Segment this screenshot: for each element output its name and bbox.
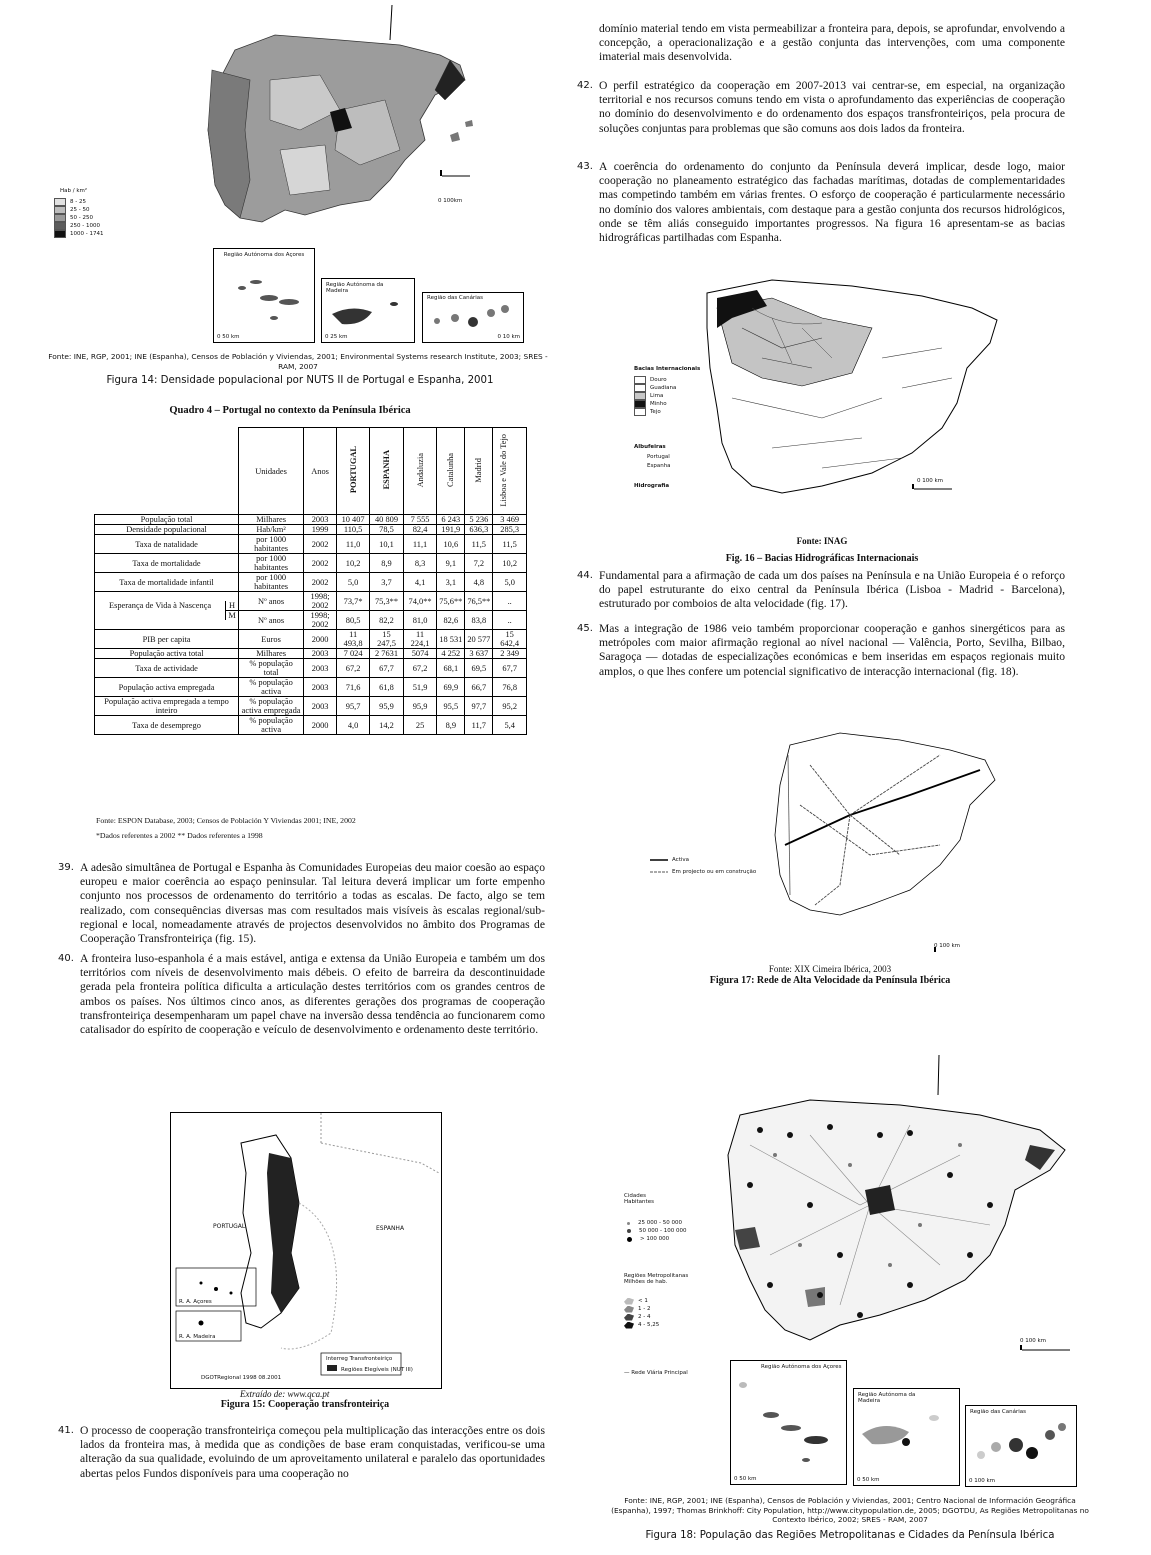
table-cell: 4 252 — [437, 649, 465, 659]
table-cell: Densidade populacional — [95, 525, 239, 535]
table-cell: 95,9 — [403, 697, 436, 716]
legend-swatch — [54, 214, 66, 222]
metro-scale: 0 100 km — [1020, 1338, 1047, 1344]
header-cell: Unidades — [239, 428, 304, 515]
legend-item — [54, 222, 103, 230]
legend-title: Hab / km² — [60, 188, 88, 194]
legend-label: 50 000 - 100 000 — [639, 1228, 687, 1234]
table-cell: % população activa — [239, 716, 304, 735]
table-cell: por 1000 habitantes — [239, 554, 304, 573]
figure-18-source: Fonte: INE, RGP, 2001; INE (Espanha), Censos de Población y Viviendas, 2001; Centro Nacional de Información Geográfica (Espanha), 1997; Thomas Brinkhoff: City Population, http://www.citypopulation.de, 2005; DGOTDU, As Regiões Metropolitanas no Contexto Ibérico, 2002; SRES - RAM, 2007 — [611, 1496, 1089, 1524]
paragraph-44 — [577, 569, 1065, 612]
inset-acores-label: Região Autónoma dos Açores — [761, 1364, 842, 1370]
inset-madeira — [321, 278, 415, 343]
legend-item — [54, 198, 103, 206]
table-cell: 2 7631 — [370, 649, 404, 659]
legend-item — [634, 384, 676, 392]
inset-madeira — [853, 1388, 960, 1486]
albufeiras-portugal: Portugal — [647, 454, 670, 460]
paragraph-39 — [58, 861, 545, 946]
table-cell: 6 243 — [437, 515, 465, 525]
figure-14-source: Fonte: INE, RGP, 2001; INE (Espanha), Censos de Población y Viviendas, 2001; Environmental Systems research Institute, 2003; SRES - RAM, 2007 — [48, 352, 548, 371]
quadro-4-title: Quadro 4 – Portugal no contexto da Península Ibérica — [169, 405, 411, 416]
table-row — [95, 659, 527, 678]
legend-swatch — [627, 1229, 631, 1233]
legend-item: Regiões Elegíveis (NUT III) — [341, 1367, 413, 1373]
table-cell: 40 809 — [370, 515, 404, 525]
legend-item — [634, 392, 676, 400]
legend-label: 25 - 50 — [70, 207, 90, 213]
paragraph-number: 39. — [58, 862, 74, 873]
map-scale: 0 100km — [438, 198, 463, 204]
legend-swatch — [634, 376, 646, 384]
table-cell: 11,1 — [403, 535, 436, 554]
figure-17 — [640, 725, 1020, 965]
table-cell: por 1000 habitantes — [239, 573, 304, 592]
table-cell: 4,0 — [337, 716, 370, 735]
table-cell: 67,2 — [403, 659, 436, 678]
table-cell: Milhares — [239, 515, 304, 525]
legend-item — [54, 230, 103, 238]
table-cell: 95,9 — [370, 697, 404, 716]
sex-m: M — [228, 611, 236, 620]
metro-legend — [624, 1297, 659, 1329]
legend-swatch — [54, 222, 66, 230]
header-lisboa: Lisboa e Vale do Tejo — [498, 433, 508, 507]
table-cell: 10,6 — [437, 535, 465, 554]
inset-acores-scale: 0 50 km — [217, 334, 240, 340]
paragraph-text: domínio material tendo em vista permeabilizar a fronteira para, depois, se aprofundar, envolvendo a concepção, a operacionalização e a gestão conjunta das intervenções, com uma componente imaterial mais desenvolvida. — [599, 22, 1065, 64]
legend-swatch — [634, 400, 646, 408]
table-cell: Taxa de natalidade — [95, 535, 239, 554]
table-cell: .. — [493, 592, 527, 611]
inset-madeira-label: Região Autónoma da Madeira — [326, 282, 384, 294]
table-cell: 5,4 — [493, 716, 527, 735]
table-cell: 68,1 — [437, 659, 465, 678]
sex-h: H — [226, 601, 238, 611]
table-cell: 2002 — [304, 554, 337, 573]
legend-label: Minho — [650, 401, 667, 407]
table-row — [95, 592, 527, 611]
madeira-island — [854, 1404, 959, 1464]
table-cell: 51,9 — [403, 678, 436, 697]
inset-acores — [213, 248, 315, 343]
table-cell: 8,3 — [403, 554, 436, 573]
header-cell — [437, 428, 465, 515]
legend-swatch — [634, 408, 646, 416]
legend-item — [624, 1235, 686, 1243]
table-cell: 7 555 — [403, 515, 436, 525]
figure-16 — [622, 268, 1022, 546]
table-cell: .. — [493, 611, 527, 630]
table-cell: 10,2 — [493, 554, 527, 573]
legend-swatch — [54, 206, 66, 214]
table-cell — [95, 592, 239, 630]
table-cell: 1999 — [304, 525, 337, 535]
table-cell: % população activa empregada — [239, 697, 304, 716]
table-cell: 83,8 — [465, 611, 493, 630]
paragraph-text: A adesão simultânea de Portugal e Espanha às Comunidades Europeias deu maior coesão ao espaço europeu e maior coerência ao espaço peninsular. Tal leitura deverá implicar um forte empenho conjunto nos processos de ordenamento do território a todas as escalas. De facto, algo se tem realizado, com consequências diversas mas com resultados mais visíveis às escalas regional/sub-regional e local, nomeadamente através de projectos desenvolvidos no âmbito dos Programas de Cooperação Transfronteiriça (fig. 15). — [80, 861, 545, 946]
table-cell: Milhares — [239, 649, 304, 659]
header-andaluzia: Andaluzia — [415, 452, 425, 488]
table-cell: População activa empregada a tempo inteiro — [95, 697, 239, 716]
table-cell: % população activa — [239, 678, 304, 697]
table-cell: 636,3 — [465, 525, 493, 535]
label-madeira: R. A. Madeira — [179, 1334, 216, 1340]
table-cell: 14,2 — [370, 716, 404, 735]
table-cell: 4,1 — [403, 573, 436, 592]
table-cell: 110,5 — [337, 525, 370, 535]
paragraph-text: A fronteira luso-espanhola é a mais estável, antiga e extensa da União Europeia e também um dos territórios com níveis de desenvolvimento mais débeis. O efeito de barreira da descontinuidade gerada pela fronteira política dificulta a articulação destes territórios com os grandes centros de ambos os países. Nos últimos cinco anos, as diferentes gerações dos programas de cooperação transfronteiriça desempenharam um papel chave na inversão dessa tendência ao funcionarem como catalisador do espírito de cooperação e veículo de desenvolvimento e ordenamento deste território. — [80, 952, 545, 1037]
table-cell: 82,6 — [437, 611, 465, 630]
legend-swatch — [627, 1222, 630, 1225]
inset-madeira-scale: 0 25 km — [325, 334, 348, 340]
density-map — [40, 0, 560, 250]
table-cell: por 1000 habitantes — [239, 535, 304, 554]
legend-label: 4 - 5,25 — [638, 1322, 660, 1328]
table-cell: 2003 — [304, 678, 337, 697]
albufeiras-espanha: Espanha — [647, 463, 671, 469]
map-stamp: DGOTRegional 1998 08.2001 — [201, 1375, 282, 1381]
table-cell: 18 531 — [437, 630, 465, 649]
table-cell: 10 407 — [337, 515, 370, 525]
table-cell: 2003 — [304, 649, 337, 659]
high-speed-rail-map — [640, 725, 1020, 955]
legend-label: Tejo — [650, 409, 661, 415]
header-madrid: Madrid — [474, 457, 484, 483]
paragraph-text: Fundamental para a afirmação de cada um dos países na Península e na União Europeia é o reforço do papel estruturante do eixo central da Península Ibérica (Lisboa - Madrid - Barcelona), estruturado por comboios de alta velocidade (fig. 17). — [599, 569, 1065, 611]
legend-swatch — [624, 1306, 634, 1313]
inset-canarias — [965, 1405, 1077, 1487]
figure-18-caption: Figura 18: População das Regiões Metropolitanas e Cidades da Península Ibérica — [645, 1530, 1055, 1541]
table-body-2 — [95, 630, 527, 735]
inset-canarias-label: Região das Canárias — [427, 295, 484, 301]
figure-16-source: Fonte: INAG — [796, 536, 848, 546]
legend-item — [624, 1297, 659, 1305]
figure-17-source: Fonte: XIX Cimeira Ibérica, 2003 — [768, 964, 892, 974]
table-cell: 4,8 — [465, 573, 493, 592]
legend-item — [624, 1313, 659, 1321]
figure-15-extracted: Extraído de: www.qca.pt — [240, 1389, 330, 1399]
header-cell — [493, 428, 527, 515]
table-cell: 69,9 — [437, 678, 465, 697]
acores-islands — [214, 258, 314, 328]
inset-canarias-scale: 0 10 km — [497, 334, 520, 340]
table-row — [95, 573, 527, 592]
label-portugal: PORTUGAL — [213, 1223, 246, 1230]
paragraph-text: Mas a integração de 1986 veio também proporcionar cooperação e ganhos sinergéticos para as metrópoles com maior afirmação regional ao nível nacional — Valência, Porto, Sevilha, Bilbao, Saragoça — dotadas de especializações económicas e bem inseridas em espaços regionais muito amplos, o que lhes confere um potencial significativo de interacção internacional (fig. 18). — [599, 622, 1065, 678]
table-row — [95, 716, 527, 735]
table-cell: 69,5 — [465, 659, 493, 678]
table-row — [95, 678, 527, 697]
paragraph-text: A coerência do ordenamento do conjunto da Península deverá implicar, desde logo, maior cooperação no planeamento estratégico das fachadas marítimas, dotadas de complementaridades mas competindo também em várias frentes. O esforço de cooperação é particularmente necessário no domínio dos valores ambientais, com destaque para a gestão conjunta dos recursos hidrológicos, onde se têm aliás conseguido importantes progressos. Na figura 16 apresentam-se as bacias hidrográficas partilhadas com Espanha. — [599, 160, 1065, 245]
basins-legend-title: Bacias Internacionais — [634, 366, 701, 372]
legend-item — [624, 1305, 659, 1313]
table-cell: 95,2 — [493, 697, 527, 716]
paragraph-number: 40. — [58, 953, 74, 964]
table-cell: 95,7 — [337, 697, 370, 716]
legend-swatch — [54, 230, 66, 238]
legend-label: Guadiana — [650, 385, 677, 391]
quadro-4-footnote: *Dados referentes a 2002 ** Dados referentes a 1998 — [96, 831, 263, 840]
figure-14 — [40, 0, 560, 395]
legend-label: < 1 — [638, 1298, 648, 1304]
legend-label: 1 - 2 — [638, 1306, 651, 1312]
paragraph-number: 45. — [577, 623, 593, 634]
table-cell: 5,0 — [493, 573, 527, 592]
table-cell: 2002 — [304, 573, 337, 592]
label-espanha: ESPANHA — [376, 1225, 405, 1232]
table-cell: 7 024 — [337, 649, 370, 659]
table-cell: 3 469 — [493, 515, 527, 525]
table-cell: 11,5 — [493, 535, 527, 554]
table-cell: 5074 — [403, 649, 436, 659]
legend-item — [624, 1219, 686, 1227]
table-cell: 3 637 — [465, 649, 493, 659]
inset-canarias — [422, 292, 524, 343]
table-cell: 15 247,5 — [370, 630, 404, 649]
paragraph-number: 41. — [58, 1425, 74, 1436]
legend-item — [54, 214, 103, 222]
figure-17-caption: Figura 17: Rede de Alta Velocidade da Península Ibérica — [709, 975, 951, 986]
header-catalunha: Catalunha — [446, 453, 456, 487]
table-cell: População activa total — [95, 649, 239, 659]
figure-18 — [610, 1055, 1090, 1495]
header-cell — [337, 428, 370, 515]
table-cell: 1998; 2002 — [304, 611, 337, 630]
rail-scale: 0 100 km — [934, 943, 961, 949]
canarias-islands — [966, 1415, 1076, 1470]
rail-legend-active: Activa — [672, 857, 689, 863]
legend-label: Douro — [650, 377, 667, 383]
table-cell: 11,5 — [465, 535, 493, 554]
table-cell: 75,6** — [437, 592, 465, 611]
esperanca-label: Esperança de Vida à Nascença — [108, 601, 212, 610]
header-empty — [95, 428, 239, 515]
legend-label: 25 000 - 50 000 — [638, 1220, 682, 1226]
header-cell: Anos — [304, 428, 337, 515]
table-body-1 — [95, 515, 527, 592]
metropolitan-map — [610, 1055, 1090, 1365]
legend-swatch — [627, 1237, 632, 1242]
quadro-4-table — [94, 427, 527, 735]
table-cell: População total — [95, 515, 239, 525]
table-cell: Taxa de actividade — [95, 659, 239, 678]
header-portugal: PORTUGAL — [348, 446, 358, 494]
paragraph-45 — [577, 622, 1065, 679]
table-cell: 2003 — [304, 515, 337, 525]
table-cell: % população total — [239, 659, 304, 678]
table-cell: 9,1 — [437, 554, 465, 573]
table-cell: 67,2 — [337, 659, 370, 678]
paragraph-number: 42. — [577, 80, 593, 91]
canarias-islands — [423, 301, 523, 331]
hidrografia-label: Hidrografia — [634, 483, 670, 489]
legend-item — [634, 408, 676, 416]
table-cell: 10,1 — [370, 535, 404, 554]
paragraph-43 — [577, 160, 1065, 245]
inset-canarias-label: Região das Canárias — [970, 1409, 1027, 1415]
table-cell: 8,9 — [370, 554, 404, 573]
table-cell: 67,7 — [370, 659, 404, 678]
table-cell: 67,7 — [493, 659, 527, 678]
paragraph-continued — [599, 22, 1065, 65]
table-row — [95, 535, 527, 554]
legend-label: 50 - 250 — [70, 215, 93, 221]
paragraph-40 — [58, 952, 545, 1037]
basins-scale: 0 100 km — [917, 478, 944, 484]
table-cell: Taxa de mortalidade infantil — [95, 573, 239, 592]
table-cell: 2 349 — [493, 649, 527, 659]
legend-swatch — [624, 1314, 634, 1321]
table-cell: Taxa de mortalidade — [95, 554, 239, 573]
table-cell: 78,5 — [370, 525, 404, 535]
table-row — [95, 697, 527, 716]
inset-madeira-scale: 0 50 km — [857, 1477, 880, 1483]
table-cell: 82,4 — [403, 525, 436, 535]
legend-swatch — [634, 384, 646, 392]
table-cell: 80,5 — [337, 611, 370, 630]
table-cell: 2003 — [304, 659, 337, 678]
table-cell: 285,3 — [493, 525, 527, 535]
table-cell: 75,3** — [370, 592, 404, 611]
table-cell: 76,8 — [493, 678, 527, 697]
table-cell: 8,9 — [437, 716, 465, 735]
legend-label: 8 - 25 — [70, 199, 86, 205]
table-cell: Euros — [239, 630, 304, 649]
table-cell: 7,2 — [465, 554, 493, 573]
legend-label: Lima — [650, 393, 664, 399]
table-cell: 3,1 — [437, 573, 465, 592]
legend-swatch — [634, 392, 646, 400]
cities-title: Cidades Habitantes — [624, 1193, 654, 1205]
figure-14-caption: Figura 14: Densidade populacional por NUTS II de Portugal e Espanha, 2001 — [106, 375, 494, 386]
legend-item — [54, 206, 103, 214]
inset-acores-scale: 0 50 km — [734, 1476, 757, 1482]
header-cell — [370, 428, 404, 515]
header-espanha: ESPANHA — [381, 450, 391, 490]
table-row — [95, 554, 527, 573]
table-cell: 2003 — [304, 697, 337, 716]
table-row — [95, 630, 527, 649]
cities-legend — [624, 1219, 686, 1243]
table-cell: 11 224,1 — [403, 630, 436, 649]
table-cell: 73,7* — [337, 592, 370, 611]
header-cell — [403, 428, 436, 515]
table-cell: 81,0 — [403, 611, 436, 630]
table-cell: População activa empregada — [95, 678, 239, 697]
table-cell: 71,6 — [337, 678, 370, 697]
road-label: Rede Viária Principal — [631, 1370, 688, 1376]
table-cell: 74,0** — [403, 592, 436, 611]
sex-cells — [225, 601, 238, 620]
table-cell: 11 493,8 — [337, 630, 370, 649]
paragraph-text: O perfil estratégico da cooperação em 2007-2013 vai centrar-se, em especial, na organização territorial e nos recursos comuns tendo em vista o aprofundamento das experiências de cooperação no domínio do desenvolvimento e do ordenamento dos espaços transfronteiriços, pela procura de soluções conjuntas para problemas que são comuns aos dois lados da fronteira. — [599, 79, 1065, 135]
inset-acores-label: Região Autónoma dos Açores — [223, 252, 305, 258]
table-cell: 1998; 2002 — [304, 592, 337, 611]
density-legend — [54, 198, 103, 238]
legend-swatch — [624, 1298, 634, 1305]
figure-15-caption: Figura 15: Cooperação transfronteiriça — [220, 1399, 390, 1410]
madeira-island — [322, 294, 414, 339]
table-header-row — [95, 428, 527, 515]
table-cell: 11,7 — [465, 716, 493, 735]
basins-legend — [634, 376, 676, 416]
cooperation-map — [171, 1113, 441, 1388]
legend-label: 2 - 4 — [638, 1314, 651, 1320]
table-cell: 2000 — [304, 630, 337, 649]
quadro-4-source: Fonte: ESPON Database, 2003; Censos de Población Y Viviendas 2001; INE, 2002 — [96, 816, 356, 825]
table-cell: 10,2 — [337, 554, 370, 573]
inset-canarias-scale: 0 100 km — [969, 1478, 996, 1484]
paragraph-text: O processo de cooperação transfronteiriça começou pela multiplicação das interacções entre os dois lados da fronteira mas, à medida que as condições de base eram conquistadas, verificou-se uma alteração da sua qualidade, evoluindo de um aproveitamento unilateral e paralelo das oportunidades abertas pelos Fundos disponíveis para uma cooperação no — [80, 1424, 545, 1480]
table-cell: 2002 — [304, 535, 337, 554]
legend-item — [634, 400, 676, 408]
inset-acores — [730, 1360, 847, 1485]
metro-title: Regiões Metropolitanas Milhões de hab. — [624, 1273, 689, 1285]
table-cell: Taxa de desemprego — [95, 716, 239, 735]
table-cell: 97,7 — [465, 697, 493, 716]
figure-16-caption: Fig. 16 – Bacias Hidrográficas Internacionais — [725, 553, 919, 564]
inset-madeira-label: Região Autónoma da Madeira — [858, 1392, 916, 1404]
acores-islands — [731, 1370, 846, 1470]
table-cell: 3,7 — [370, 573, 404, 592]
legend-swatch — [54, 198, 66, 206]
figure-15 — [170, 1112, 442, 1389]
table-cell: PIB per capita — [95, 630, 239, 649]
table-cell: 11,0 — [337, 535, 370, 554]
legend-item — [634, 376, 676, 384]
table-row — [95, 515, 527, 525]
table-cell: 20 577 — [465, 630, 493, 649]
table-cell: 82,2 — [370, 611, 404, 630]
table-cell: 66,7 — [465, 678, 493, 697]
header-cell — [465, 428, 493, 515]
paragraph-number: 44. — [577, 570, 593, 581]
legend-label: 1000 - 1741 — [70, 231, 104, 237]
table-row — [95, 649, 527, 659]
table-cell: 191,9 — [437, 525, 465, 535]
table-cell: 2000 — [304, 716, 337, 735]
legend-title: Interreg Transfronteiriço — [326, 1356, 393, 1362]
legend-swatch — [624, 1322, 634, 1329]
legend-item — [624, 1321, 659, 1329]
table-cell: 95,5 — [437, 697, 465, 716]
legend-label: 250 - 1000 — [70, 223, 100, 229]
rail-legend-projected: Em projecto ou em construção — [672, 869, 757, 875]
table-cell: Nº anos — [239, 592, 304, 611]
paragraph-41 — [58, 1424, 545, 1481]
legend-item — [624, 1227, 686, 1235]
legend-label: > 100 000 — [640, 1236, 670, 1242]
table-row — [95, 525, 527, 535]
table-cell: 25 — [403, 716, 436, 735]
paragraph-number: 43. — [577, 161, 593, 172]
table-cell: Nº anos — [239, 611, 304, 630]
label-acores: R. A. Açores — [179, 1299, 212, 1305]
table-cell: 61,8 — [370, 678, 404, 697]
albufeiras-title: Albufeiras — [634, 444, 666, 450]
table-cell: Hab/km² — [239, 525, 304, 535]
table-cell: 15 642,4 — [493, 630, 527, 649]
table-cell: 5 236 — [465, 515, 493, 525]
road-legend: — Rede Viária Principal — [624, 1370, 688, 1376]
basins-map — [622, 268, 1022, 503]
paragraph-42 — [577, 79, 1065, 136]
table-cell: 76,5** — [465, 592, 493, 611]
table-cell: 5,0 — [337, 573, 370, 592]
